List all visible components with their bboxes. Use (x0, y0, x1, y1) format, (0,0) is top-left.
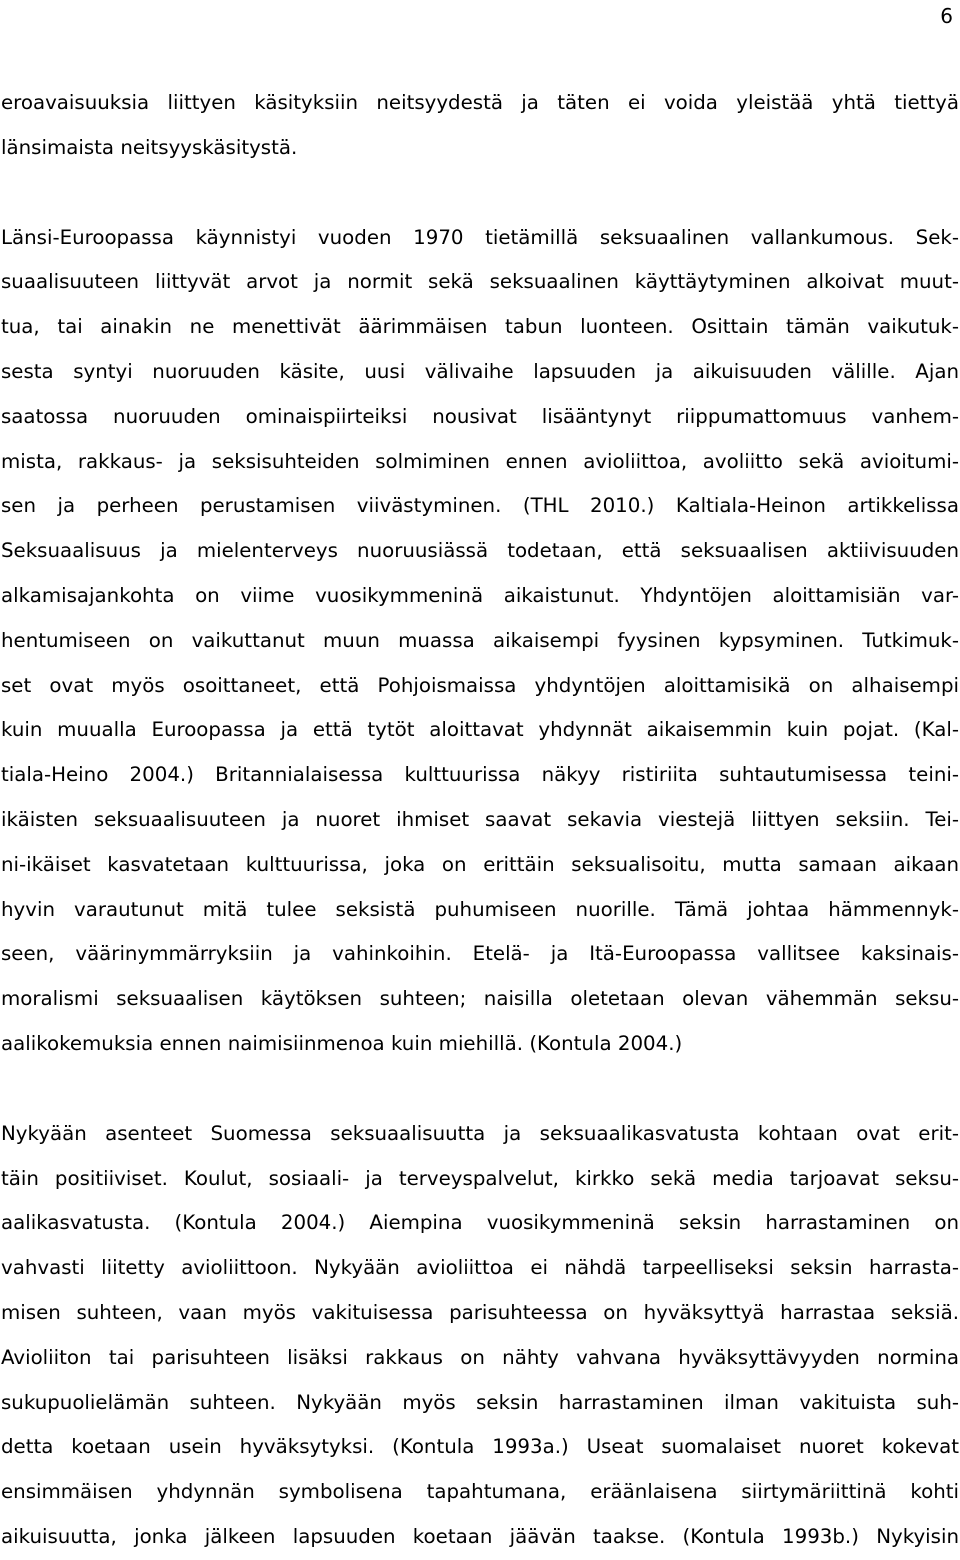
text-line: moralismi seksuaalisen käytöksen suhteen; naisilla oletetaan olevan vähemmän seksu- (1, 987, 959, 1011)
paragraph-1 (1, 81, 959, 171)
text-line: Seksuaalisuus ja mielenterveys nuoruusiässä todetaan, että seksuaalisen aktiivisuuden (1, 539, 959, 563)
text-line: seen, väärinymmärryksiin ja vahinkoihin. Etelä- ja Itä-Euroopassa vallitsee kaksinais- (1, 942, 959, 966)
text-line: set ovat myös osoittaneet, että Pohjoismaissa yhdyntöjen aloittamisikä on alhaisempi (1, 673, 959, 697)
text-line: vahvasti liitetty avioliittoon. Nykyään avioliittoa ei nähdä tarpeelliseksi seksin harrasta- (1, 1256, 959, 1280)
body-text (1, 81, 959, 1560)
text-line: täin positiiviset. Koulut, sosiaali- ja terveyspalvelut, kirkko sekä media tarjoavat seksu- (1, 1166, 959, 1190)
text-line: alkamisajankohta on viime vuosikymmeninä aikaistunut. Yhdyntöjen aloittamisiän var- (1, 583, 959, 607)
text-line: detta koetaan usein hyväksytyksi. (Kontula 1993a.) Useat suomalaiset nuoret kokevat (1, 1435, 959, 1459)
text-line: saatossa nuoruuden ominaispiirteiksi nousivat lisääntynyt riippumattomuus vanhem- (1, 404, 959, 428)
text-line: aikuisuutta, jonka jälkeen lapsuuden koetaan jäävän taakse. (Kontula 1993b.) Nykyisin (1, 1524, 959, 1548)
text-line: sukupuolielämän suhteen. Nykyään myös seksin harrastaminen ilman vakituista suh- (1, 1390, 959, 1414)
paragraph-3 (1, 1112, 959, 1560)
text-line: ni-ikäiset kasvatetaan kulttuurissa, joka on erittäin seksualisoitu, mutta samaan aikaan (1, 852, 959, 876)
text-line: suaalisuuteen liittyvät arvot ja normit sekä seksuaalinen käyttäytyminen alkoivat muut- (1, 270, 959, 294)
paragraph-2 (1, 216, 959, 1067)
text-line: ikäisten seksuaalisuuteen ja nuoret ihmiset saavat sekavia viestejä liittyen seksiin. Tei- (1, 807, 959, 831)
text-line: tua, tai ainakin ne menettivät äärimmäisen tabun luonteen. Osittain tämän vaikutuk- (1, 315, 959, 339)
text-line: länsimaista neitsyyskäsitystä. (1, 135, 298, 159)
text-line: aalikasvatusta. (Kontula 2004.) Aiempina vuosikymmeninä seksin harrastaminen on (1, 1211, 959, 1235)
text-line: mista, rakkaus- ja seksisuhteiden solmiminen ennen avioliittoa, avoliitto sekä avioitumi- (1, 449, 959, 473)
text-line: eroavaisuuksia liittyen käsityksiin neitsyydestä ja täten ei voida yleistää yhtä tiettyä (1, 91, 959, 114)
text-line: ensimmäisen yhdynnän symbolisena tapahtumana, eräänlaisena siirtymäriittinä kohti (1, 1480, 959, 1504)
text-line: hyvin varautunut mitä tulee seksistä puhumiseen nuorille. Tämä johtaa hämmennyk- (1, 897, 959, 921)
text-line: Länsi-Euroopassa käynnistyi vuoden 1970 tietämillä seksuaalinen vallankumous. Sek- (1, 225, 959, 249)
text-line: Avioliiton tai parisuhteen lisäksi rakkaus on nähty vahvana hyväksyttävyyden normina (1, 1345, 959, 1369)
text-line: Nykyään asenteet Suomessa seksuaalisuutta ja seksuaalikasvatusta kohtaan ovat erit- (1, 1121, 959, 1145)
text-line: aalikokemuksia ennen naimisiinmenoa kuin miehillä. (Kontula 2004.) (1, 1031, 683, 1055)
text-line: sen ja perheen perustamisen viivästyminen. (THL 2010.) Kaltiala-Heinon artikkelissa (1, 494, 959, 518)
text-line: hentumiseen on vaikuttanut muun muassa aikaisempi fyysinen kypsyminen. Tutkimuk- (1, 628, 959, 652)
text-line: kuin muualla Euroopassa ja että tytöt aloittavat yhdynnät aikaisemmin kuin pojat. (Kal- (1, 718, 959, 742)
text-line: tiala-Heino 2004.) Britannialaisessa kulttuurissa näkyy ristiriita suhtautumisessa teini- (1, 763, 959, 787)
text-line: sesta syntyi nuoruuden käsite, uusi välivaihe lapsuuden ja aikuisuuden välille. Ajan (1, 359, 959, 383)
page-number: 6 (940, 4, 953, 28)
text-line: misen suhteen, vaan myös vakituisessa parisuhteessa on hyväksyttyä harrastaa seksiä. (1, 1300, 959, 1324)
